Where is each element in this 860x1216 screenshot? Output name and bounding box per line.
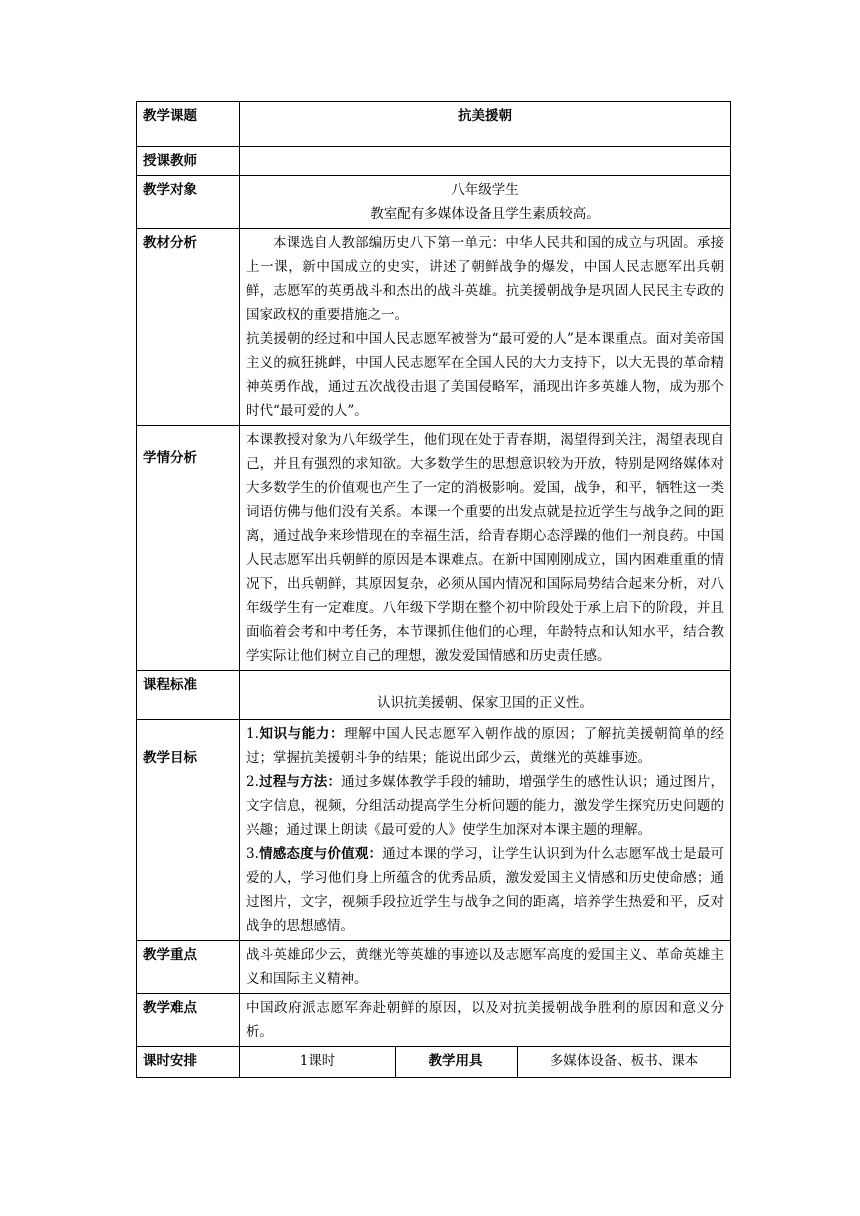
- goal-2-title: 过程与方法：: [258, 774, 342, 790]
- goal-3: [246, 842, 724, 938]
- goals-value: [240, 720, 731, 941]
- key-value: 战斗英雄邱少云，黄继光等英雄的事迹以及志愿军高度的爱国主义、革命英雄主义和国际主义精神。: [240, 941, 731, 994]
- students-value: 本课教授对象为八年级学生，他们现在处于青春期，渴望得到关注，渴望表现自己，并且有强烈的求知欲。大多数学生的思想意识较为开放，特别是网络媒体对大多数学生的价值观也产生了一定的消极影响。爱国，战争，和平，牺牲这一类词语仿佛与他们没有关系。本课一个重要的出发点就是拉近学生与战争之间的距离，通过战争来珍惜现在的幸福生活，给青春期心态浮躁的他们一剂良药。中国人民志愿军出兵朝鲜的原因是本课难点。在新中国刚刚成立，国内困难重重的情况下，出兵朝鲜，其原因复杂，必须从国内情况和国际局势结合起来分析，对八年级学生有一定难度。八年级下学期在整个初中阶段处于承上启下的阶段，并且面临着会考和中考任务，本节课抓住他们的心理，年龄特点和认知水平，结合教学实际让他们树立自己的理想，激发爱国情感和历史责任感。: [240, 426, 731, 671]
- goal-3-number: 3.: [246, 846, 259, 862]
- row-teacher: [137, 147, 731, 176]
- goal-3-title: 情感态度与价值观：: [258, 846, 383, 862]
- lesson-plan-table: [136, 101, 731, 1078]
- goal-3-text: 通过本课的学习，让学生认识到为什么志愿军战士是最可爱的人，学习他们身上所蕴含的优秀品质，激发爱国主义情感和历史使命感；通过图片，文字，视频手段拉近学生与战争之间的距离，培养学生热爱和平，反对战争的思想感情。: [246, 846, 725, 934]
- row-material: [137, 229, 731, 426]
- material-label: 教材分析: [137, 229, 240, 426]
- material-value: [240, 229, 731, 426]
- goal-1-title: 知识与能力：: [258, 726, 345, 742]
- material-paragraph-1: 本课选自人教部编历史八下第一单元：中华人民共和国的成立与巩固。承接上一课，新中国成立的史实，讲述了朝鲜战争的爆发，中国人民志愿军出兵朝鲜，志愿军的英勇战斗和杰出的战斗英雄。抗美援朝战争是巩固人民民主专政的国家政权的重要措施之一。: [246, 235, 725, 323]
- audience-value: [240, 176, 731, 229]
- row-students: [137, 426, 731, 671]
- standard-label: 课程标准: [137, 671, 240, 720]
- students-label: 学情分析: [137, 426, 240, 671]
- goal-1: [246, 722, 724, 770]
- topic-label: 教学课题: [137, 102, 240, 147]
- row-topic: [137, 102, 731, 147]
- goal-1-number: 1.: [246, 726, 259, 742]
- goals-label: 教学目标: [137, 720, 240, 941]
- teacher-label: 授课教师: [137, 147, 240, 176]
- standard-value: 认识抗美援朝、保家卫国的正义性。: [240, 671, 731, 720]
- material-paragraph-2: 抗美援朝的经过和中国人民志愿军被誉为“最可爱的人”是本课重点。面对美帝国主义的疯狂挑衅，中国人民志愿军在全国人民的大力支持下，以大无畏的革命精神英勇作战，通过五次战役击退了美国侵略军，涌现出许多英雄人物，成为那个时代“最可爱的人”。: [246, 331, 725, 419]
- topic-value: 抗美援朝: [240, 102, 731, 147]
- difficulty-label: 教学难点: [137, 994, 240, 1047]
- goal-2: [246, 770, 724, 842]
- schedule-label: 课时安排: [137, 1047, 240, 1078]
- tools-label: 教学用具: [396, 1047, 518, 1078]
- teacher-value: [240, 147, 731, 176]
- row-standard: [137, 671, 731, 720]
- schedule-value: 1课时: [240, 1047, 396, 1078]
- goal-2-number: 2.: [246, 774, 259, 790]
- difficulty-value: 中国政府派志愿军奔赴朝鲜的原因，以及对抗美援朝战争胜利的原因和意义分析。: [240, 994, 731, 1047]
- key-label: 教学重点: [137, 941, 240, 994]
- row-key: [137, 941, 731, 994]
- audience-line-2: 教室配有多媒体设备且学生素质较高。: [370, 206, 600, 222]
- row-goals: [137, 720, 731, 941]
- goal-2-text: 通过多媒体教学手段的辅助，增强学生的感性认识；通过图片，文字信息，视频，分组活动提高学生分析问题的能力，激发学生探究历史问题的兴趣；通过课上朗读《最可爱的人》使学生加深对本课主题的理解。: [246, 774, 725, 838]
- goal-1-text: 理解中国人民志愿军入朝作战的原因；了解抗美援朝简单的经过；掌握抗美援朝斗争的结果；能说出邱少云，黄继光的英雄事迹。: [246, 726, 725, 766]
- row-audience: [137, 176, 731, 229]
- row-schedule: [137, 1047, 731, 1078]
- tools-value: 多媒体设备、板书、课本: [518, 1047, 731, 1078]
- row-difficulty: [137, 994, 731, 1047]
- audience-label: 教学对象: [137, 176, 240, 229]
- audience-line-1: 八年级学生: [451, 182, 519, 198]
